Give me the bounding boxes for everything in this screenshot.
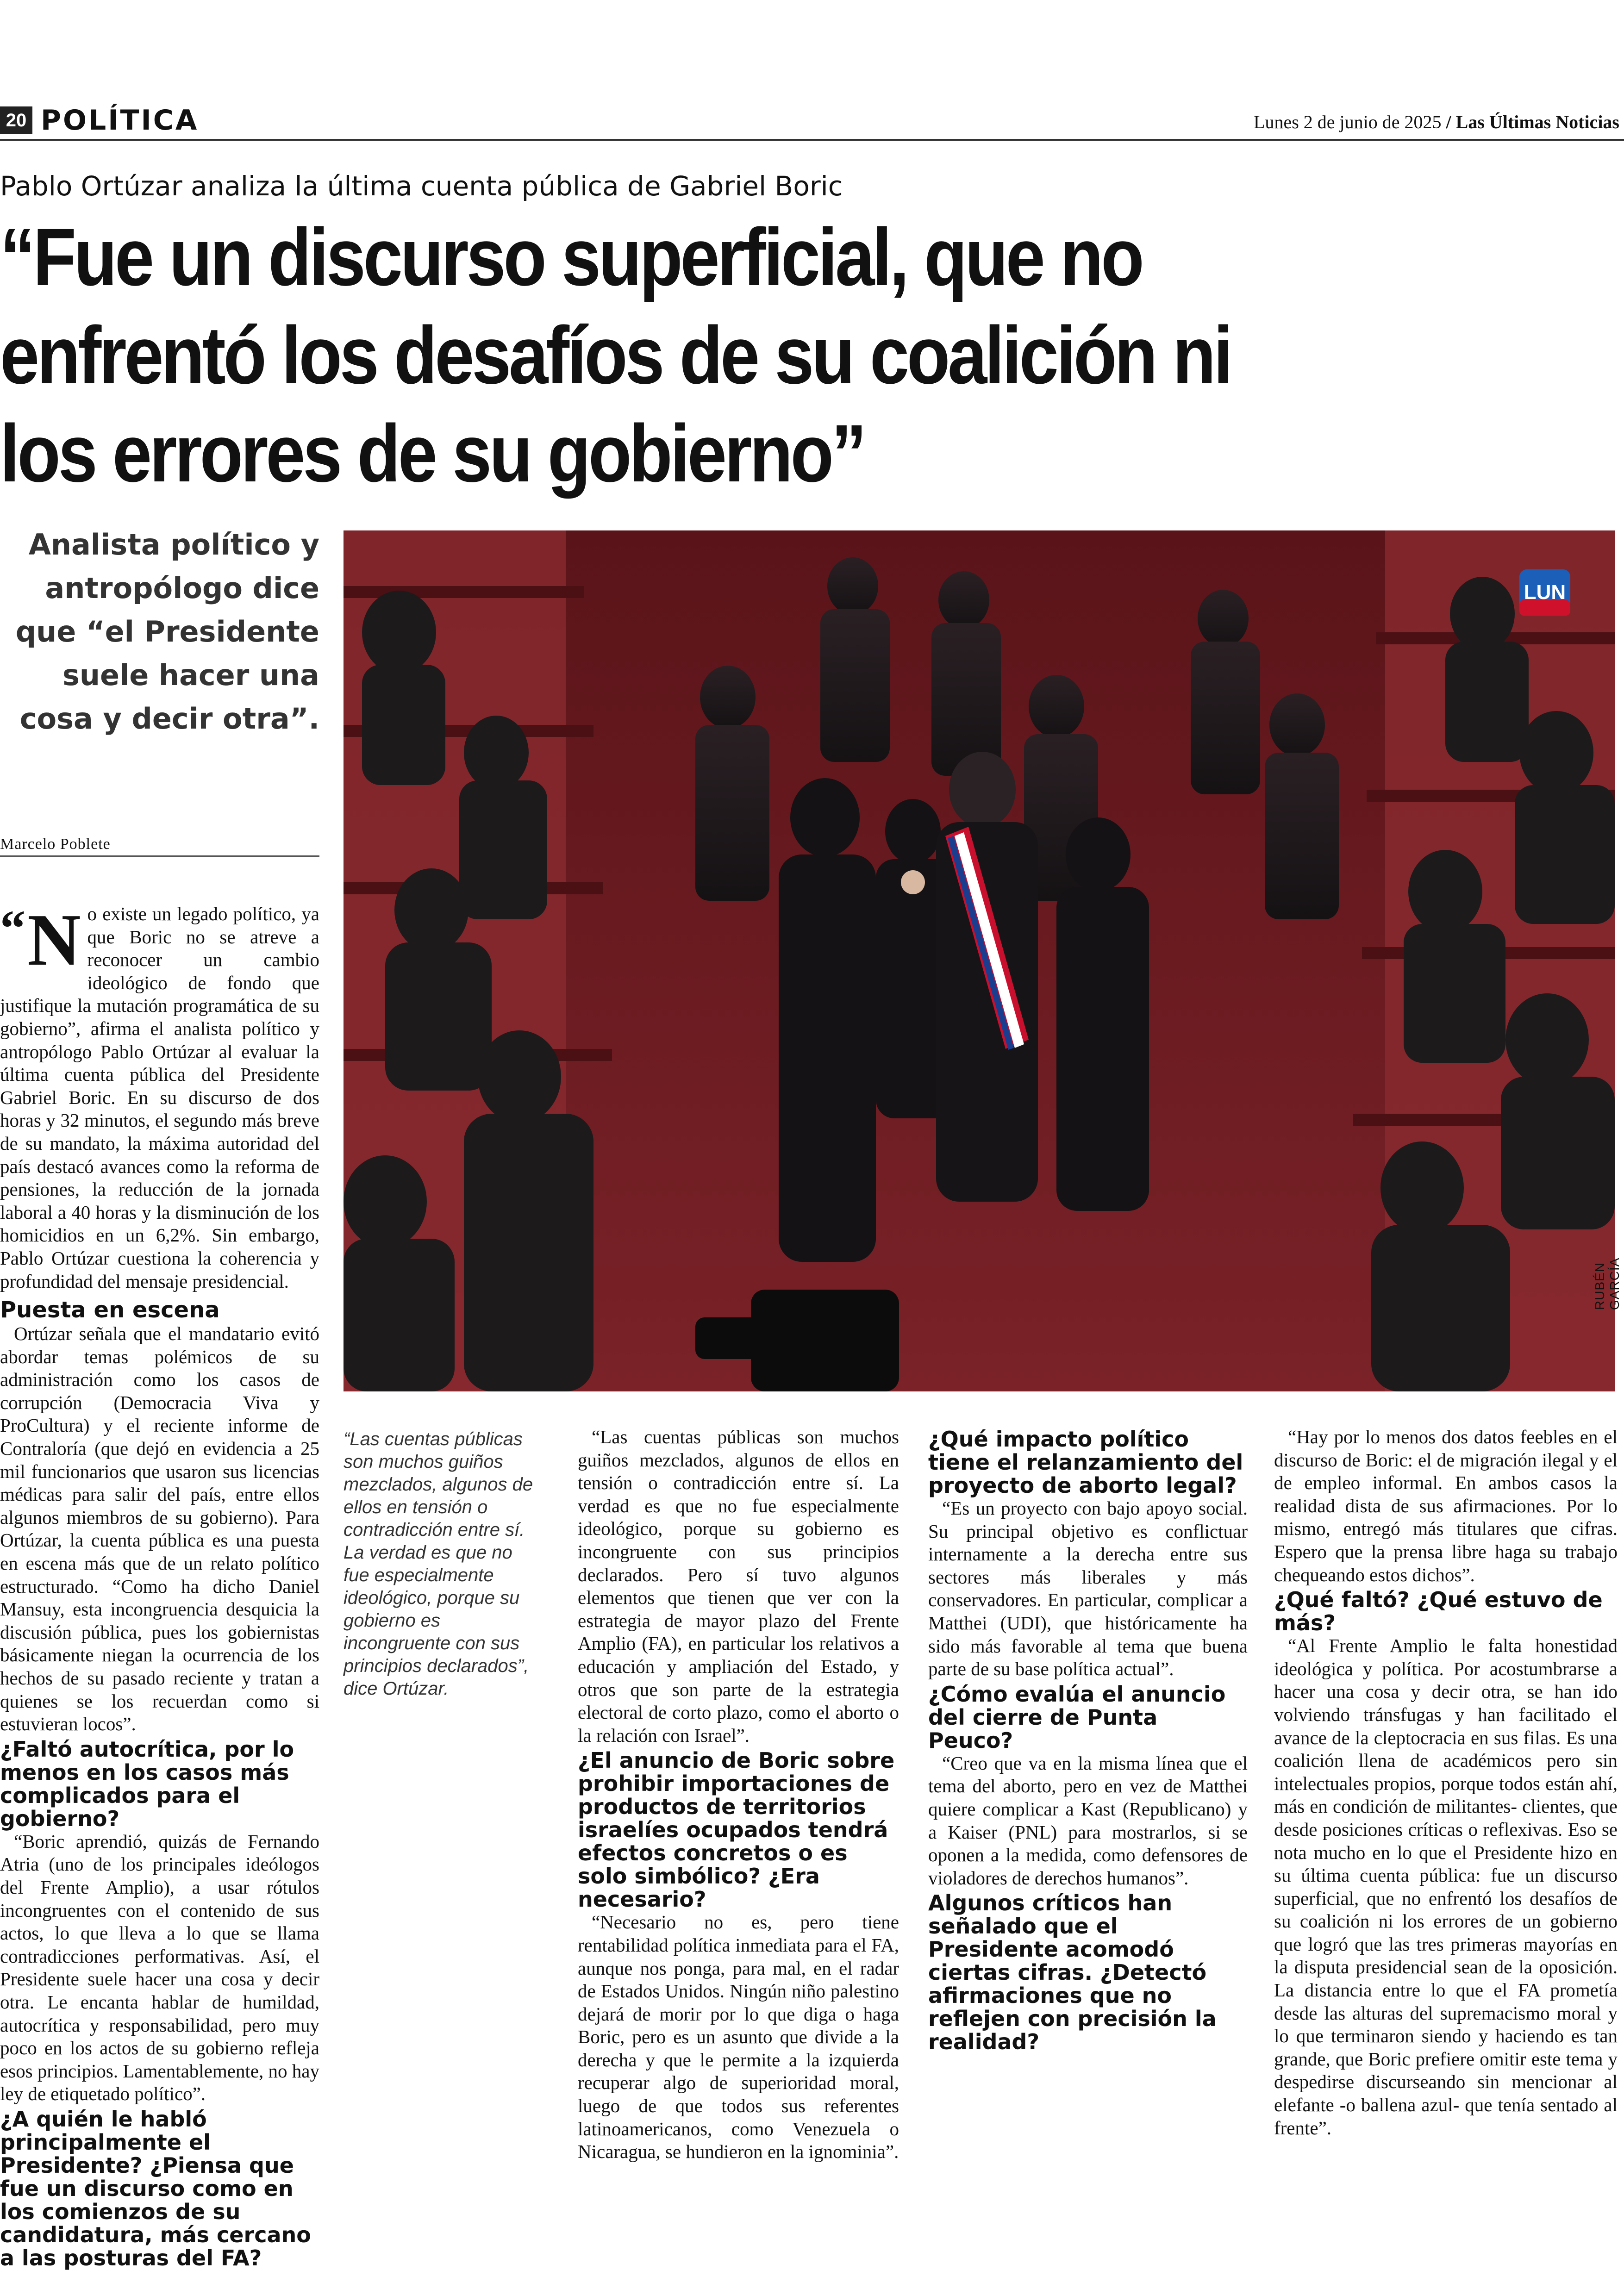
question-6: Algunos críticos han señalado que el Presidente acomodó ciertas cifras. ¿Detectó afirmaciones que no reflejen con precisión la realidad? [928,1890,1217,2055]
header-rule [0,139,1624,141]
column-1 [0,898,319,2270]
answer-5: “Creo que va en la misma línea que el tema del aborto, pero en vez de Matthei quiere complicar a Kast (Republicano) y a Kaiser (PNL) para mostrarlos, si se oponen a la medida, como defensores de violadores de derechos humanos”. [928,1752,1248,1889]
photo-credit: RUBÉN GARCÍA [1593,1257,1622,1310]
deck: Analista político y antropólogo dice que “el Presidente suele hacer una cosa y decir otra”. [15,528,319,736]
answer-6: “Hay por lo menos dos datos feebles en el discurso de Boric: el de migración ilegal y el de empleo informal. En ambos casos la realidad dista de sus afirmaciones. Por lo mismo, entregó más titulares que cifras. Espero que la prensa libre haga su trabajo chequeando estos dichos”. [1274,1426,1618,1585]
lun-logo-icon [1519,569,1570,616]
page-number: 20 [0,106,32,134]
article-photo [344,530,1622,1391]
answer-1: “Boric aprendió, quizás de Fernando Atria (uno de los principales ideólogos del Frente Amplio), a usar rótulos incongruentes con el contenido de sus actos, lo que lleva a lo que se llama contradicciones performativas. Así, el Presidente suele hacer una cosa y decir otra. Le encanta hablar de humildad, autocrítica y responsabilidad, pero muy poco en los actos de su gobierno refleja esos principios. Lamentablemente, no hay ley de etiquetado político”. [0,1830,319,2105]
question-5: ¿Cómo evalúa el anuncio del cierre de Punta Peuco? [928,1681,1226,1753]
intro-paragraph: o existe un legado político, ya que Boric no se atreve a reconocer un cambio ideológico de fondo que justifique la mutación programática de su gobierno”, afirma el analista político y antropólogo Pablo Ortúzar al evaluar la última cuenta pública del Presidente Gabriel Boric. En su discurso de dos horas y 32 minutos, el segundo más breve de su mandato, la máxima autoridad del país destacó avances como la reforma de pensiones, la reducción de la jornada laboral a 40 horas y la disminución de los homicidios en un 6,2%. Sin embargo, Pablo Ortúzar cuestiona la coherencia y profundidad del mensaje presidencial. [0,903,319,1292]
question-7: ¿Qué faltó? ¿Qué estuvo de más? [1274,1587,1603,1636]
newspaper-name: Las Últimas Noticias [1455,112,1619,132]
column-5 [1274,1426,1618,2139]
answer-4: “Es un proyecto con bajo apoyo social. Su principal objetivo es conflictuar internamente a la derecha entre sus sectores más liberales y más conservadores. En particular, complicar a Matthei (UDI), que históricamente ha sido más favorable al tema que buena parte de su base política actual”. [928,1497,1248,1680]
byline: Marcelo Poblete [0,836,111,853]
question-2: ¿A quién le habló principalmente el Presidente? ¿Piensa que fue un discurso como en los comienzos de su candidatura, más cercano a las posturas del FA? [0,2106,311,2270]
section-title: POLÍTICA [41,104,199,137]
dateline-separator: / [1446,112,1451,132]
answer-2: “Las cuentas públicas son muchos guiños mezclados, algunos de ellos en tensión o contradicción entre sí. La verdad es que no fue especialmente ideológico, porque su gobierno es incongruente con sus principios declarados. Pero sí tuvo algunos elementos que tienen que ver con la estrategia de mayor plazo del Frente Amplio (FA), en particular los relativos a educación y ampliación del Estado, y otros que son parte de la estrategia electoral de corto plazo, como el aborto o la relación con Israel”. [578,1426,899,1746]
kicker: Pablo Ortúzar analiza la última cuenta pública de Gabriel Boric [0,170,843,202]
open-quote-mark: “ [0,900,25,956]
subhead-puesta-en-escena: Puesta en escena [0,1297,220,1323]
column-4 [928,1426,1248,2053]
lun-logo-text: LUN [1524,581,1566,604]
column-3 [578,1426,899,2164]
issue-date: Lunes 2 de junio de 2025 [1254,112,1442,132]
paragraph-1: Ortúzar señala que el mandatario evitó abordar temas polémicos de su administración como los casos de corrupción (Democracia Viva y ProCultura) y el reciente informe de Contraloría (que dejó en evidencia a 25 mil funcionarios que usaron sus licencias médicas para salir del país, entre ellos algunos miembros de su gobierno). Para Ortúzar, la cuenta pública es una puesta en escena más que de un relato político estructurado. “Como ha dicho Daniel Mansuy, esta incongruencia desquicia la discusión pública, pues los gobiernistas básicamente niegan la ocurrencia de los hechos de su pasado reciente y tratan a quienes se los recuerdan como si estuvieran locos”. [0,1323,319,1735]
headline: “Fue un discurso superficial, que no enfrentó los desafíos de su coalición ni los errores de su gobierno” [0,212,1231,499]
photo-illustration [344,530,1622,1391]
question-1: ¿Faltó autocrítica, por lo menos en los casos más complicados para el gobierno? [0,1736,294,1831]
dateline [1254,111,1619,133]
pull-quote: “Las cuentas públicas son muchos guiños mezclados, algunos de ellos en tensión o contradicción entre sí. La verdad es que no fue especialmente ideológico, porque su gobierno es incongruente con sus principios declarados”, dice Ortúzar. [344,1429,533,1699]
byline-rule [0,855,319,857]
answer-7: “Al Frente Amplio le falta honestidad ideológica y política. Por acostumbrarse a hacer una cosa y decir otra, se han ido volviendo tránsfugas y han facilitado el avance de la cleptocracia en sus filas. Es una coalición llena de académicos pero sin intelectuales propios, porque todos están ahí, más en condición de militantes- clientes, que desde posiciones críticas o reflexivas. Eso se nota mucho en lo que el Presidente hizo en su última cuenta pública: fue un discurso superficial, que no enfrentó los desafíos de su coalición ni los errores de un gobierno que logró que las tres primeras mayorías en la disputa presidencial sean de la oposición. La distancia entre lo que el FA prometía desde las alturas del supremacismo moral y lo que terminaron siendo y haciendo es tan grande, que Boric prefiere omitir este tema y despedirse discurseando sin mencionar al elefante -o ballena azul- que tenía sentado al frente”. [1274,1635,1618,2139]
question-4: ¿Qué impacto político tiene el relanzamiento del proyecto de aborto legal? [928,1427,1243,1498]
question-3: ¿El anuncio de Boric sobre prohibir importaciones de productos de territorios israelíes ocupados tendrá efectos concretos o es solo simbólico? ¿Era necesario? [578,1748,895,1912]
answer-3: “Necesario no es, pero tiene rentabilidad política inmediata para el FA, aunque nos ponga, para mal, en el radar de Estados Unidos. Ningún niño palestino dejará de morir por lo que diga o haga Boric, pero es un asunto que divide a la derecha y que le permite a la izquierda recuperar algo de superioridad moral, luego de que todos sus referentes latinoamericanos, como Venezuela o Nicaragua, se hundieron en la ignominia”. [578,1911,899,2163]
drop-cap: N [27,898,81,981]
